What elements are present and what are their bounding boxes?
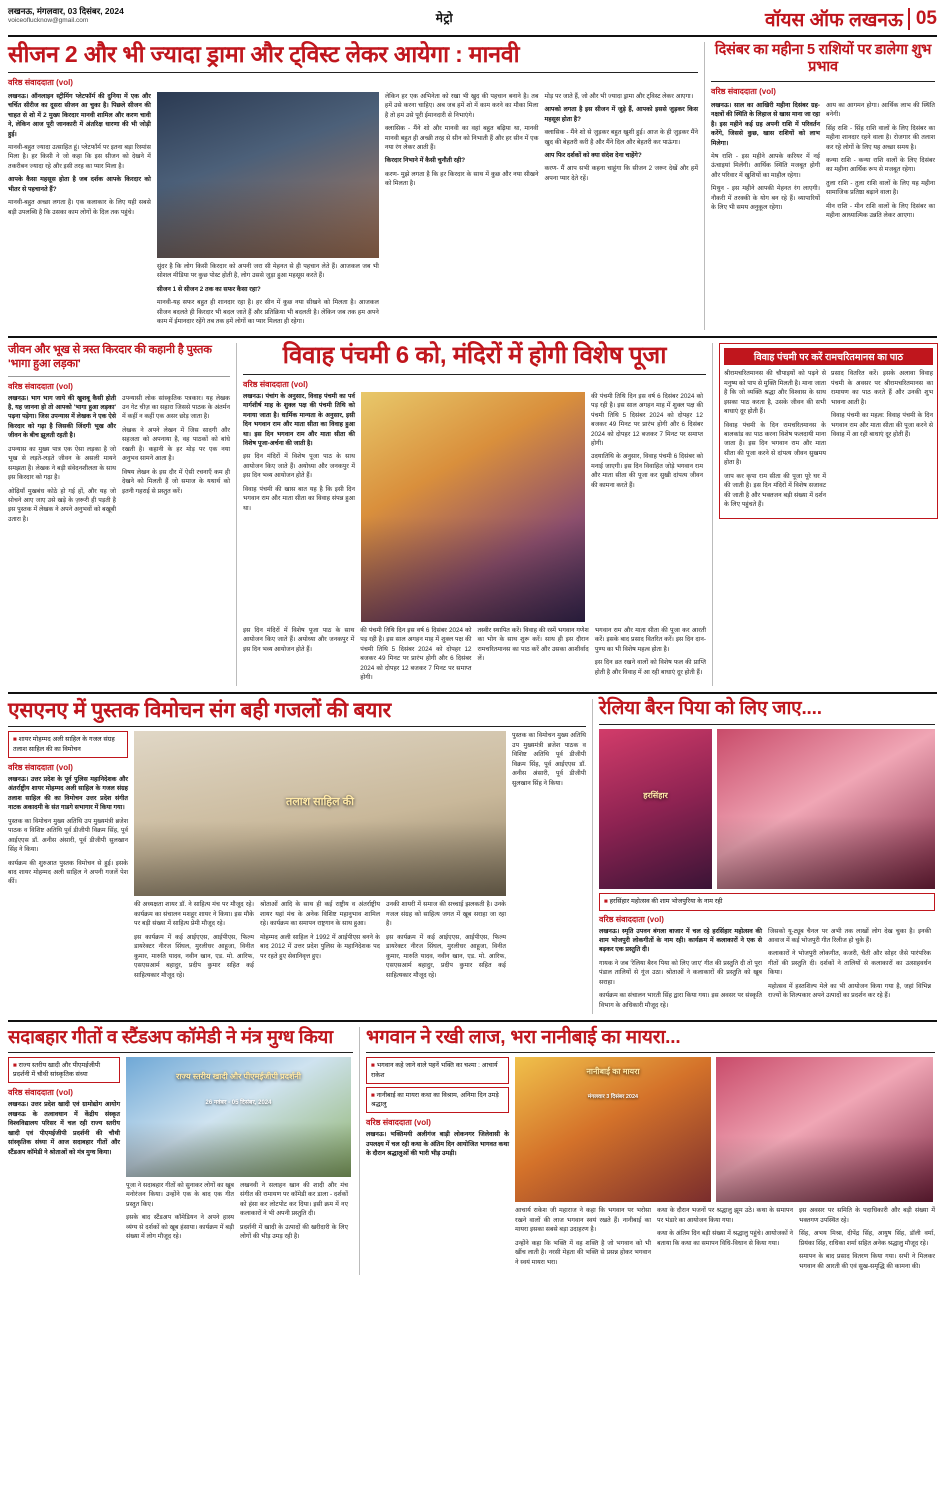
subcaption-text: हरसिंहार महोत्सव की शाम भोजपुरिया के नाम रही bbox=[609, 898, 723, 906]
paragraph: की पंचमी तिथि दिन इस वर्ष 6 दिसंबर 2024 को पड़ रही है। इस साल अगहन माह में शुक्ल पक्ष की पंचमी तिथि 5 दिसंबर 2024 को दोपहर 12 बजकर 49 मिनट पर प्रारंभ होगी और 6 दिसंबर 2024 को दोपहर 12 बजकर 7 मिनट पर समाप्त होगी। bbox=[360, 626, 472, 681]
paragraph: लखनऊ। भक्तिमयी अलीगंज बाड़ी लोकनगर जिलेवासी के उपलक्ष्य में चल रही कथा के अंतिम दिन आयोजित भागवत कथा के दौरान श्रद्धालुओं की भारी भीड़ उमड़ी। bbox=[366, 1131, 509, 1158]
paragraph: उदयातिथि के अनुसार, विवाह पंचमी 6 दिसंबर को मनाई जाएगी। इस दिन विवाहित जोड़े भगवान राम और माता सीता की पूजा कर सुखी दांपत्य जीवन की कामना करते हैं। bbox=[591, 453, 703, 489]
subbox-text: नानीबाई का मायरा कथा का विश्राम, अनिमा दिन उमड़े श्रद्धालु bbox=[371, 1091, 499, 1109]
exhibition-banner-dates: 26 नवंबर - 05 दिसंबर, 2024 bbox=[205, 1099, 272, 1106]
lead-byline bbox=[8, 77, 698, 88]
book-launch-col-1 bbox=[8, 731, 128, 984]
contact-email: voiceoflucknow@gmail.com bbox=[8, 17, 89, 25]
book-launch-headline: एसएनए में पुस्तक विमोचन संग बही गजलों की बयार bbox=[8, 699, 392, 723]
paragraph: समापन के बाद प्रसाद वितरण किया गया। सभी ने मिलकर भगवान की आरती की एवं सुख-समृद्धि की कामना की। bbox=[799, 1253, 935, 1270]
harsinghar-byline: वरिष्ठ संवाददाता (vol) bbox=[599, 914, 664, 924]
paragraph: उन्होंने कहा कि भक्ति में वह शक्ति है जो भगवान को भी खींच लाती है। नरसी मेहता की भक्ति से प्रसन्न होकर भगवान ने स्वयं मायरा भरा। bbox=[515, 1239, 651, 1266]
paragraph: क्लासिक - मैंने शो से जुड़कर बहुत खुशी हुई। आज के ही जुड़कर मैंने खुद की बेहतरी करी है और मैंने दिल और बेहतरी कर पाऊंगा। bbox=[544, 129, 699, 146]
section-name: मेट्रो bbox=[435, 11, 454, 25]
book-launch-photo bbox=[134, 731, 506, 896]
festival-banner-text: हरसिंहार bbox=[643, 791, 668, 801]
section-religion bbox=[8, 343, 937, 686]
lead-col-1 bbox=[8, 92, 151, 331]
book-launch-photo-col bbox=[134, 731, 506, 984]
horoscope-headline: दिसंबर का महीना 5 राशियों पर डालेगा शुभ प्रभाव bbox=[714, 42, 932, 76]
harsinghar-col-1 bbox=[599, 927, 762, 1015]
paragraph: मेष राशि - इस महीने आपके करियर में नई ऊंचाइयां मिलेंगी। आर्थिक स्थिति मजबूत होगी और परिवार में खुशियों का माहौल रहेगा। bbox=[711, 152, 820, 179]
paragraph: इस दिन व्रत रखने वालों को विशेष फल की प्राप्ति होती है और विवाह में आ रही बाधाएं दूर होती हैं। bbox=[594, 659, 706, 676]
paragraph: लखनऊ। भाग भाग जाये की खुशबू कैसी होती है, यह जानना हो तो आपको 'भागा हुआ लड़का' पढ़ना पड़ेगा। जिस उपन्यास में लेखक ने एक ऐसे किरदार को गढ़ा है जिसकी जिंदगी भूख और जीवन के बीच झूलती रहती है। bbox=[8, 394, 116, 440]
khadi-headline: सदाबहार गीतों व स्टैंडअप कॉमेडी ने मंत्र मुग्ध किया bbox=[8, 1026, 333, 1048]
paragraph: आचार्य राकेश जी महाराज ने कहा कि भगवान पर भरोसा रखने वालों की लाज भगवान स्वयं रखते हैं। नानीबाई का मायरा इसका सबसे बड़ा उदाहरण है। bbox=[515, 1207, 651, 1234]
paragraph: कलाकारों ने भोजपुरी लोकगीत, कजरी, चैती और सोहर जैसे पारंपरिक गीतों की प्रस्तुति दी। दर्शकों ने तालियों से कलाकारों का उत्साहवर्धन किया। bbox=[768, 950, 931, 977]
brand-title: वॉयस ऑफ लखनऊ bbox=[764, 10, 903, 31]
paragraph: श्रोताओं आदि के साथ ही कई राष्ट्रीय व अंतर्राष्ट्रीय शायर यहां मंच के अनेक विशिष्ट महानुभाव शामिल रहे। कार्यक्रम का समापन राष्ट्रगान के साथ हुआ। bbox=[260, 901, 380, 928]
ramcharit-col-2 bbox=[831, 369, 933, 513]
paragraph: ओढ़ियाँ मुखबंध कोठे हो गई हों, और यह जो सोचने आए जाए उसे खड़े के ज़रूरी ही पड़ती है इस पुस्तक में लेखक ने अपने अनुभवों को बखूबी उतारा है। bbox=[8, 487, 116, 523]
katha-byline: वरिष्ठ संवाददाता (vol) bbox=[366, 1118, 431, 1128]
book-launch-col-5 bbox=[512, 731, 586, 984]
khadi-byline: वरिष्ठ संवाददाता (vol) bbox=[8, 1088, 73, 1098]
question: आपको लगता है इस सीजन में जुड़े हैं, आपको इससे जुड़कर किस महसूस होता है? bbox=[544, 106, 699, 123]
ramcharitmanas-headline: विवाह पंचमी पर करें रामचरितमानस का पाठ bbox=[724, 348, 933, 365]
vivah-byline: वरिष्ठ संवाददाता (vol) bbox=[243, 379, 308, 389]
paragraph: भगवान राम और माता सीता की पूजा कर आरती करें। इसके बाद प्रसाद वितरित करें। इस दिन दान-पुण्य का भी विशेष महत्व होता है। bbox=[594, 626, 706, 653]
katha-headline: भगवान ने रखी लाज, भरा नानीबाई का मायरा... bbox=[366, 1027, 681, 1049]
book-launch-col-3 bbox=[260, 900, 380, 984]
harsinghar-photo-right bbox=[717, 729, 935, 889]
katha-col-4 bbox=[799, 1206, 935, 1275]
katha-subbox-2: ■ नानीबाई का मायरा कथा का विश्राम, अनिमा दिन उमड़े श्रद्धालु bbox=[366, 1087, 509, 1114]
paragraph: पुस्तक का विमोचन मुख्य अतिथि उप मुख्यमंत्री ब्रजेश पाठक व विशिष्ट अतिथि पूर्व डीजीपी विक्रम सिंह, पूर्व आईएएस डॉ. अनीस अंसारी, पूर्व डीजीपी सुलखान सिंह ने किया। bbox=[512, 732, 586, 787]
paragraph: आय का आगमन होगा। आर्थिक लाभ की स्थिति बनेगी। bbox=[826, 101, 935, 119]
paragraph: मीन राशि - मीन राशि वालों के लिए दिसंबर का महीना आध्यात्मिक उन्नति लेकर आएगा। bbox=[826, 202, 935, 220]
paragraph: पुस्तक का विमोचन मुख्य अतिथि उप मुख्यमंत्री ब्रजेश पाठक व विशिष्ट अतिथि पूर्व डीजीपी विक्रम सिंह, पूर्व आईएएस डॉ. अनीस अंसारी, पूर्व डीजीपी सुलखान सिंह ने किया। bbox=[8, 817, 128, 854]
katha-photo-2 bbox=[716, 1057, 933, 1202]
masthead bbox=[8, 6, 937, 37]
paragraph: इस कार्यक्रम में कई आईएएस, आईपीएस, फिल्म डायरेक्टर नीरज सिंघल, मुरलीधर आहूजा, विनीत कुमार, मारुति यादव, नवीन खान, एड. मो. आरिफ, एसएसआर्म बहादुर, प्रदीप कुमार सहित कई साहित्यकार मौजूद रहे। bbox=[386, 933, 506, 979]
khadi-photo-col bbox=[126, 1057, 351, 1246]
paragraph: मोड़ पर जाते हैं, जो और भी ज्यादा ड्रामा और ट्विस्ट लेकर आएगा। bbox=[544, 92, 694, 100]
vivah-col-5 bbox=[360, 626, 471, 687]
ramcharit-col-1 bbox=[724, 369, 826, 513]
paragraph: पूजा ने सदाबहार गीतों को सुनाकर लोगों का खूब मनोरंजन किया। उन्होंने एक के बाद एक गीत प्रस्तुत किए। bbox=[126, 1181, 234, 1208]
question: सीजन 1 से सीजन 2 तक का सफर कैसा रहा? bbox=[156, 285, 261, 293]
katha-photo-col bbox=[515, 1057, 935, 1275]
vivah-col-7 bbox=[595, 626, 706, 687]
paragraph: लखनऊ। स्मृति उपवन बंगला बाजार में चल रहे हरसिंहार महोत्सव की शाम भोजपुरी लोकगीतों के नाम रही। कार्यक्रम में कलाकारों ने एक से बढ़कर एक प्रस्तुति दी। bbox=[599, 927, 762, 954]
paragraph: सिंह, अभय मिश्रा, दीपेंद्र सिंह, आयुष सिंह, डॉली वर्मा, प्रियंका सिंह, राधिका शर्मा सहित अनेक श्रद्धालु मौजूद रहे। bbox=[799, 1230, 935, 1247]
paragraph: इस अवसर पर समिति के पदाधिकारी और बड़ी संख्या में भक्तगण उपस्थित रहे। bbox=[799, 1207, 935, 1224]
book-launch-col-4 bbox=[386, 900, 506, 984]
khadi-col-2 bbox=[126, 1181, 234, 1246]
question: आपके कैसा महसूस होता है जब दर्शक आपके किरदार को भीतर से पहचानते हैं? bbox=[8, 176, 151, 193]
dateline: लखनऊ, मंगलवार, 03 दिसंबर, 2024 bbox=[8, 6, 124, 16]
harsinghar-headline: रेलिया बैरन पिया को लिए जाए.... bbox=[599, 698, 822, 720]
horoscope-col-2 bbox=[826, 101, 935, 225]
paragraph: लखनऊ। ऑनलाइन स्ट्रीमिंग प्लेटफॉर्म की दुनिया में एक और चर्चित सीरीज का दूसरा सीजन आ चुका है। पिछले सीजन की चाहत से शो में 2 मुख्य किरदार मानवी शामिल और करण चावी ने, लेकिन आज पूरी जानकारी में अंतरिक्ष धारणा की भी जोड़ी हुई। bbox=[8, 92, 151, 138]
paragraph: लखनऊ। पंचांग के अनुसार, विवाह पंचमी का पर्व मार्गशीर्ष माह के शुक्ल पक्ष की पंचमी तिथि को मनाया जाता है। धार्मिक मान्यता के अनुसार, इसी दिन भगवान राम और माता सीता का विवाह हुआ था। इस दिन भगवान राम और माता सीता की विशेष पूजा-अर्चना की जाती है। bbox=[243, 392, 355, 447]
vivah-col-6 bbox=[478, 626, 589, 687]
paragraph: करण- मुझे लगता है कि हर किरदार के साथ में कुछ और नया सीखने को मिलता है। bbox=[384, 170, 539, 188]
paragraph: गायक ने जब 'रेलिया बैरन पिया को लिए जाए' गीत की प्रस्तुति दी तो पूरा पंडाल तालियों से गूंज उठा। श्रोताओं ने कलाकारों की प्रस्तुति को खूब सराहा। bbox=[599, 959, 762, 986]
byline-text: वरिष्ठ संवाददाता (vol) bbox=[8, 77, 73, 87]
katha-col-3 bbox=[657, 1206, 793, 1275]
ramcharitmanas-box bbox=[712, 343, 938, 686]
horoscope-byline: वरिष्ठ संवाददाता (vol) bbox=[711, 86, 776, 96]
paragraph: लखनऊ। उत्तर प्रदेश खादी एवं ग्रामोद्योग आयोग लखनऊ के तत्वावधान में केंद्रीय संस्कृत विश्वविद्यालय परिसर में चल रही राज्य स्तरीय खादी एवं पीएमईजीपी प्रदर्शनी की चौथी सांस्कृतिक संध्या में आज सदाबहार गीतों और स्टैंडअप कॉमेडी ने श्रोताओं को मंत्र मुग्ध किया। bbox=[8, 1101, 120, 1156]
book-launch-subbox: ■ शायर मोहम्मद अली साहिल के गजल संग्रह तलाश साहिल की का विमोचन bbox=[8, 731, 128, 758]
lead-photo bbox=[157, 92, 379, 258]
lead-story bbox=[8, 42, 698, 330]
lead-col-3 bbox=[385, 92, 539, 331]
paragraph: कथा के अंतिम दिन बड़ी संख्या में श्रद्धालु पहुंचे। आयोजकों ने बताया कि कथा का समापन विधि-विधान से किया गया। bbox=[657, 1230, 793, 1247]
section-entertainment bbox=[8, 42, 937, 330]
exhibition-banner-text: राज्य स्तरीय खादी और पीएमईजीपी प्रदर्शनी bbox=[176, 1072, 301, 1082]
paragraph: करण- मैं आप सभी कहना चाहूंगा कि सीजन 2 जरूर देखें और हमें अपना प्यार देते रहें। bbox=[544, 165, 699, 182]
lead-photo-col bbox=[157, 92, 379, 331]
paragraph: मिथुन - इस महीने आपकी मेहनत रंग लाएगी। नौकरी में तरक्की के योग बन रहे हैं। व्यापारियों के लिए भी समय अनुकूल रहेगा। bbox=[711, 185, 820, 212]
khadi-col-3 bbox=[240, 1181, 348, 1246]
paragraph: विषय लेखन के इस दौर में ऐसी रचनाएँ कम ही देखने को मिलती हैं जो समाज के यथार्थ को इतनी गहराई से प्रस्तुत करें। bbox=[122, 468, 230, 495]
subbox-text: भगवान कहे जाने वाले पहनें भक्ति का चश्मा : आचार्य राकेश bbox=[371, 1062, 498, 1079]
paragraph: क्लासिक - मैंने शो और मानवी का वहां बहुत बढ़िया था, मानवी मानवी बहुत ही अच्छी तरह से सीन को निभाती हैं और हर सीन में एक नया रंग लेकर आती हैं। bbox=[384, 125, 539, 151]
paragraph: इसके बाद स्टैंडअप कॉमेडियन ने अपने हास्य व्यंग्य से दर्शकों को खूब हंसाया। कार्यक्रम में बड़ी संख्या में लोग मौजूद रहे। bbox=[126, 1214, 234, 1240]
vivah-headline: विवाह पंचमी 6 को, मंदिरों में होगी विशेष पूजा bbox=[282, 342, 667, 370]
book-story bbox=[8, 343, 230, 686]
book-headline: जीवन और भूख से त्रस्त किरदार की कहानी है पुस्तक 'भागा हुआ लड़का' bbox=[8, 344, 212, 371]
book-launch-byline: वरिष्ठ संवाददाता (vol) bbox=[8, 763, 73, 773]
paragraph: प्रदर्शनी में खादी के उत्पादों की खरीदारी के लिए लोगों की भीड़ उमड़ रही है। bbox=[240, 1223, 348, 1240]
book-launch-col-2 bbox=[134, 900, 254, 984]
book-col-2 bbox=[122, 394, 230, 529]
paragraph: उनकी शायरी में समाज की सच्चाई झलकती है। उनके गजल संग्रह को साहित्य जगत में खूब सराहा जा रहा है। bbox=[386, 901, 506, 928]
paragraph: महोत्सव में हस्तशिल्प मेले का भी आयोजन किया गया है, जहां विभिन्न राज्यों के शिल्पकार अपने उत्पादों का प्रदर्शन कर रहे हैं। bbox=[768, 982, 931, 1000]
section-events bbox=[8, 1027, 937, 1275]
paragraph: विवाह पंचमी के दिन रामचरितमानस के बालकांड का पाठ करना विशेष फलदायी माना जाता है। इस दिन भगवान राम और माता सीता की पूजा करने से दांपत्य जीवन सुखमय होता है। bbox=[724, 421, 826, 467]
section-culture bbox=[8, 699, 937, 1014]
khadi-story bbox=[8, 1027, 353, 1275]
paragraph: इस कार्यक्रम में कई आईएएस, आईपीएस, फिल्म डायरेक्टर नीरज सिंघल, मुरलीधर आहूजा, विनीत कुमार, मारुति यादव, नवीन खान, एड. मो. आरिफ, एसएसआर्म बहादुर, प्रदीप कुमार सहित कई साहित्यकार मौजूद रहे। bbox=[134, 933, 254, 979]
katha-photo-1 bbox=[515, 1057, 711, 1202]
paragraph: विवाह पंचमी का महत्व: विवाह पंचमी के दिन भगवान राम और माता सीता की पूजा करने से विवाह में आ रही बाधाएं दूर होती हैं। bbox=[831, 412, 933, 438]
khadi-photo bbox=[126, 1057, 351, 1177]
harsinghar-photo-left bbox=[599, 729, 712, 889]
paragraph: कार्यक्रम का संचालन भारती सिंह द्वारा किया गया। इस अवसर पर संस्कृति विभाग के अधिकारी मौजूद रहे। bbox=[599, 992, 762, 1009]
page-number: 05 bbox=[908, 8, 937, 30]
book-col-1 bbox=[8, 394, 116, 529]
paragraph: श्रीरामचरितमानस की चौपाइयों को पढ़ने से मनुष्य को पाप से मुक्ति मिलती है। माना जाता है कि जो व्यक्ति श्रद्धा और विश्वास के साथ इसका पाठ करता है, उसके जीवन की सभी बाधाएं दूर होती हैं। bbox=[724, 370, 826, 416]
ram-sita-photo bbox=[361, 392, 585, 622]
paragraph: लेखक ने अपने लेखन में जिस सादगी और सहजता को अपनाया है, वह पाठकों को बांधे रखती है। कहानी के हर मोड़ पर एक नया अनुभव सामने आता है। bbox=[122, 426, 230, 463]
paragraph: तुला राशि - तुला राशि वालों के लिए यह महीना सामाजिक प्रतिष्ठा बढ़ाने वाला है। bbox=[826, 179, 935, 197]
paragraph: मानवी-बहुत ज्यादा उत्साहित हूं। प्लेटफॉर्म पर इतना बड़ा रिस्पांस मिला है। हर किसी ने जो कहा कि इस सीजन को देखने में तकरीबन ज्यादा रहे और इसी तरह का प्यार मिला है। bbox=[8, 143, 151, 170]
katha-banner-text: नानीबाई का मायरा bbox=[586, 1067, 640, 1077]
paragraph: सिंह राशि - सिंह राशि वालों के लिए दिसंबर का महीना शानदार रहने वाला है। रोजगार की तलाश कर रहे लोगों के लिए यह अच्छा समय है। bbox=[826, 124, 935, 151]
paragraph: मोहम्मद अली साहिल ने 1992 में आईपीएस बनने के बाद 2012 में उत्तर प्रदेश पुलिस के महानिदेशक पद पर रहते हुए सेवानिवृत्त हुए। bbox=[260, 933, 380, 960]
paragraph: कथा के दौरान भजनों पर श्रद्धालु झूम उठे। कथा के समापन पर भंडारे का आयोजन किया गया। bbox=[657, 1207, 793, 1224]
katha-col-2 bbox=[515, 1206, 651, 1275]
vivah-col-1 bbox=[243, 392, 355, 622]
book-byline: वरिष्ठ संवाददाता (vol) bbox=[8, 381, 73, 391]
katha-banner-date: मंगलवार 3 दिसंबर 2024 bbox=[587, 1094, 639, 1101]
katha-col-left bbox=[366, 1057, 509, 1275]
paragraph: की पंचमी तिथि दिन इस वर्ष 6 दिसंबर 2024 को पड़ रही है। इस साल अगहन माह में शुक्ल पक्ष की पंचमी तिथि 5 दिसंबर 2024 को दोपहर 12 बजकर 49 मिनट पर प्रारंभ होगी और 6 दिसंबर 2024 को दोपहर 12 बजकर 7 मिनट पर समाप्त होगी। bbox=[591, 392, 703, 447]
paragraph: लखनऊ। साल का आखिरी महीना दिसंबर ग्रह-नक्षत्रों की स्थिति के लिहाज से खास माना जा रहा है। इस महीने कई ग्रह अपनी राशि में परिवर्तन करेंगे, जिससे कुछ, खास राशियों को लाभ मिलेगा। bbox=[711, 101, 820, 147]
paragraph: कन्या राशि - कन्या राशि वालों के लिए दिसंबर का महीना आर्थिक रूप से मजबूत रहेगा। bbox=[826, 156, 935, 174]
paragraph: प्रसाद वितरित करें। इसके अलावा विवाह पंचमी के अवसर पर श्रीरामचरितमानस का रामायण का पाठ करते हैं और उनकी शुभ भावना आती है। bbox=[831, 370, 933, 406]
stage-banner-text: तलाश साहिल की bbox=[286, 796, 354, 809]
paragraph: मानवी-बहुत अच्छा लगता है। एक कलाकार के लिए यही सबसे बड़ी उपलब्धि है कि उसका काम लोगों के दिल तक पहुंचे। bbox=[8, 199, 151, 216]
book-launch-story bbox=[8, 699, 586, 1014]
vivah-col-4 bbox=[243, 626, 354, 687]
paragraph: विवाह पंचमी की खास बात यह है कि इसी दिन भगवान राम और माता सीता का विवाह संपन्न हुआ था। bbox=[243, 485, 355, 512]
harsinghar-subcaption: ■ हरसिंहार महोत्सव की शाम भोजपुरिया के नाम रही bbox=[599, 893, 935, 910]
paragraph: उपन्यास का मुख्य पात्र एक ऐसा लड़का है जो भूख से लड़ते-लड़ते जीवन के असली मायने समझता है। लेखक ने बड़ी संवेदनशीलता के साथ इस किरदार को गढ़ा है। bbox=[8, 445, 116, 482]
harsinghar-col-2 bbox=[768, 927, 931, 1015]
katha-story bbox=[359, 1027, 935, 1275]
masthead-right bbox=[765, 6, 937, 32]
question: किरदार निभाने में कैसी चुनौती रही? bbox=[384, 157, 466, 165]
khadi-col-1 bbox=[8, 1057, 120, 1246]
paragraph: उपन्यासी लोक सांस्कृतिक पत्रकार। यह लेखक उन गेट चीज़ का सहारा जिससे पाठक के अंतर्मन में कहीं न कहीं एक असर छोड़ जाता है। bbox=[122, 394, 230, 421]
katha-subbox-1: ■ भगवान कहे जाने वाले पहनें भक्ति का चश्मा : आचार्य राकेश bbox=[366, 1057, 509, 1084]
paragraph: की अध्यक्षता शायर डॉ. ने साहित्य मंच पर मौजूद रहे। कार्यक्रम का संचालन मशहूर शायर ने किया। इस मौके पर बड़ी संख्या में साहित्य प्रेमी मौजूद रहे। bbox=[134, 901, 254, 928]
paragraph: इस दिन मंदिरों में विशेष पूजा पाठ के साथ आयोजन किए जाते हैं। अयोध्या और जनकपुर में इस दिन भव्य आयोजन होते हैं। bbox=[243, 626, 355, 653]
lead-col-4 bbox=[544, 92, 698, 331]
paragraph: सुंदर है कि लोग किसी किरदार को अपनी जरा सी मेहनत से ही पहचान लेते हैं। आजकल जब भी सोशल मीडिया पर कुछ पोस्ट होती है, लोग उससे जुड़ा हुआ महसूस करते हैं। bbox=[156, 262, 379, 280]
paragraph: इस दिन मंदिरों में विशेष पूजा पाठ के साथ आयोजन किए जाते हैं। अयोध्या और जनकपुर में इस दिन भव्य आयोजन होते हैं। bbox=[243, 453, 355, 480]
paragraph: जाप कर कृपा राम सीता की पूजा पूरे घर में की जाती है। इस दिन मंदिरों में विशेष सजावट की जाती है और भक्तजन बड़ी संख्या में दर्शन के लिए पहुंचते हैं। bbox=[724, 472, 826, 509]
paragraph: लेकिन हर एक अभिनेता को रखा भी खुद की पहचान बनाने है। तब हमें उसे करना चाहिए। अब जब हमें शो में काम करने का मौका मिला है तो हम उसे पूरी ईमानदारी से निभाएंगे। bbox=[384, 92, 539, 119]
horoscope-col-1 bbox=[711, 101, 820, 225]
question: आप फिर दर्शकों को क्या संदेश देना चाहेंगे? bbox=[544, 151, 642, 159]
paragraph: कार्यक्रम की शुरुआत पुस्तक विमोचन से हुई। इसके बाद शायर मोहम्मद अली साहिल ने अपनी गजलें पेश कीं। bbox=[8, 859, 128, 886]
subbox-text: शायर मोहम्मद अली साहिल के गजल संग्रह तलाश साहिल की का विमोचन bbox=[13, 736, 115, 753]
harsinghar-story bbox=[592, 699, 935, 1014]
vivah-photo-col bbox=[361, 392, 585, 622]
paragraph: लखनऊ। उत्तर प्रदेश के पूर्व पुलिस महानिदेशक और अंतर्राष्ट्रीय शायर मोहम्मद अली साहिल के गजल संग्रह तलाश साहिल की का विमोचन उत्तर प्रदेश संगीत नाटक अकादमी के संत गाडगे सभागार में किया गया। bbox=[8, 776, 128, 812]
lead-headline: सीजन 2 और भी ज्यादा ड्रामा और ट्विस्ट लेकर आयेगा : मानवी bbox=[8, 41, 520, 67]
subbox-text: राज्य स्तरीय खादी और पीएमईजीपी प्रदर्शनी में चौथी सांस्कृतिक संध्या bbox=[13, 1061, 101, 1079]
vivah-panchami-story bbox=[236, 343, 706, 686]
horoscope-story bbox=[704, 42, 935, 330]
masthead-left bbox=[8, 6, 124, 26]
paragraph: मानवी-यह सफर बहुत ही शानदार रहा है। हर सीन में कुछ नया सीखने को मिलता है। आजकल सीजन बदलते ही किरदार भी बदल जाते हैं और प्रतिक्रिया भी बदलती है। लेकिन जब तक हम अपने काम में ईमानदार रहेंगे तब तक हमें लोगों का प्यार मिलता ही रहेगा। bbox=[156, 299, 379, 325]
paragraph: जिसको यू-ट्यूब चैनल पर अभी तक लाखों लोग देख चुका है। इनकी आवाज में कई भोजपुरी गीत रिलीज हो चुके हैं। bbox=[768, 927, 931, 944]
khadi-subbox: ■ राज्य स्तरीय खादी और पीएमईजीपी प्रदर्शनी में चौथी सांस्कृतिक संध्या bbox=[8, 1057, 120, 1084]
paragraph: तस्वीर स्थापित करें। विवाह की रस्में भगवान गणेश का भोग के साथ शुरू करें। साथ ही इस दौरान रामचरितमानस का पाठ करें और उसका आशीर्वाद लें। bbox=[477, 626, 589, 663]
vivah-col-3 bbox=[591, 392, 703, 622]
paragraph: लखनवी ने सलाहन खान की शादी और मंच संगीत की रामायण पर कॉमेडी कर डाला - दर्शकों को हंसा कर लोटपोट कर दिया। इसी क्रम में नए कलाकारों ने भी अपनी प्रस्तुति दी। bbox=[240, 1181, 348, 1218]
